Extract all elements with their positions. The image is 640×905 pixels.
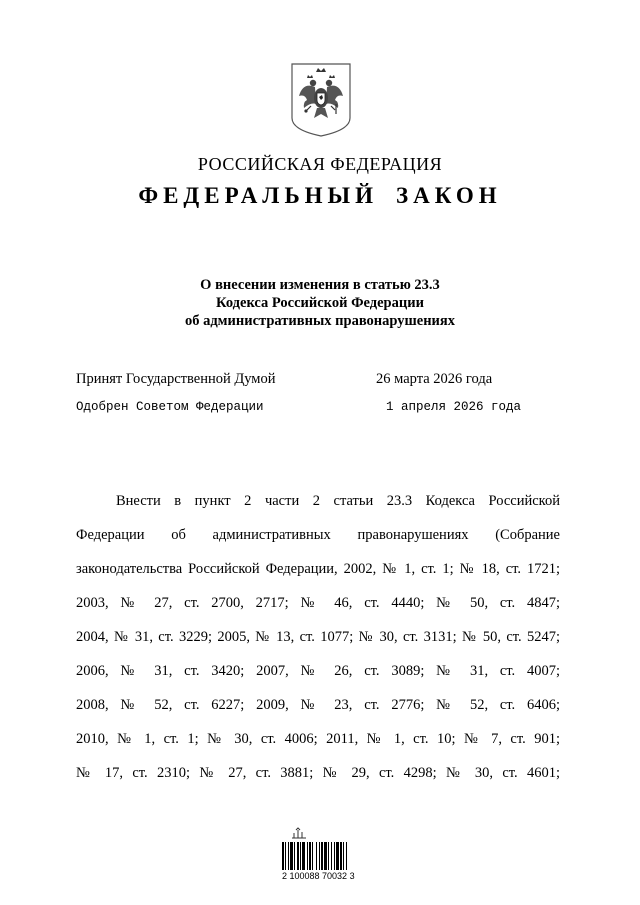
body-line: Федерации об административных правонарушениях (Собрание: [76, 527, 560, 543]
body-line: Внести в пункт 2 части 2 статьи 23.3 Кодекса Российской: [116, 493, 560, 509]
body-line: 2004, № 31, ст. 3229; 2005, № 13, ст. 1077; № 30, ст. 3131; № 50, ст. 5247;: [76, 629, 560, 645]
duma-mark-icon: [290, 826, 308, 840]
barcode-icon: [282, 842, 366, 870]
duma-adoption-label: Принят Государственной Думой: [76, 371, 276, 387]
document-type-word-2: ЗАКОН: [396, 183, 502, 208]
document-type-heading: [0, 183, 640, 209]
council-approval-label: Одобрен Советом Федерации: [76, 400, 264, 414]
law-title-line-2: Кодекса Российской Федерации: [216, 295, 424, 311]
law-title-line-3: об административных правонарушениях: [184, 313, 456, 329]
coat-of-arms-icon: [289, 62, 353, 137]
duma-adoption-date: 26 марта 2026 года: [376, 371, 493, 387]
law-title: [0, 276, 640, 330]
document-type-word-1: ФЕДЕРАЛЬНЫЙ: [138, 183, 379, 208]
council-approval-date: 1 апреля 2026 года: [386, 400, 522, 414]
body-line: 2010, № 1, ст. 1; № 30, ст. 4006; 2011, № 1, ст. 10; № 7, ст. 901;: [76, 731, 560, 747]
body-line: законодательства Российской Федерации, 2002, № 1, ст. 1; № 18, ст. 1721;: [76, 561, 560, 577]
body-line: 2008, № 52, ст. 6227; 2009, № 23, ст. 2776; № 52, ст. 6406;: [76, 697, 560, 713]
law-title-line-1: О внесении изменения в статью 23.3: [200, 277, 440, 293]
body-line: 2006, № 31, ст. 3420; 2007, № 26, ст. 3089; № 31, ст. 4007;: [76, 663, 560, 679]
barcode-number: 2 100088 70032 3: [282, 871, 355, 881]
body-line: № 17, ст. 2310; № 27, ст. 3881; № 29, ст. 4298; № 30, ст. 4601;: [76, 765, 560, 781]
country-heading: РОССИЙСКАЯ ФЕДЕРАЦИЯ: [197, 154, 443, 174]
body-line: 2003, № 27, ст. 2700, 2717; № 46, ст. 4440; № 50, ст. 4847;: [76, 595, 560, 611]
law-body-paragraph: [76, 484, 560, 790]
